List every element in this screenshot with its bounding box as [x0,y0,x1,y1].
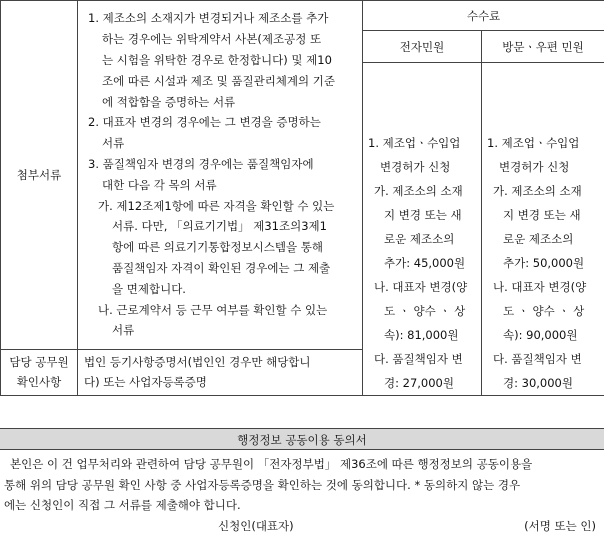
consent-text: 본인은 이 건 업무처리와 관련하여 담당 공무원이 「전자정부법」 제36조에 따른 행정정보의 공동이용을 통해 위의 담당 공무원 확인 사항 중 사업자등록증명을 확인하는 것에 동의합니다. * 동의하지 않는 경우 에는 신청인이 직접 그 서류를 제출해야 합니다. [4,457,533,512]
signature-note[interactable]: (서명 또는 인) [524,518,596,533]
applicant-label: 신청인(대표자) [218,518,294,533]
fee-visit-c: 다. 품질책임자 변 경: 30,000원 [493,352,582,390]
consent-title: 행정정보 공동이용 동의서 [0,428,604,450]
attachment-item-1: 1. 제조소의 소재지가 변경되거나 제조소를 추가 하는 경우에는 위탁계약서 사본(제조공정 또 는 시험을 위탁한 경우로 한정합니다) 및 제10 조에 따른 시설과 제조 및 품질관리체계의 기준 에 적합함을 증명하는 서류 [88,11,336,109]
attachments-label: 첨부서류 [1,1,78,350]
attachment-item-3b: 나. 근로계약서 등 근무 여부를 확인할 수 있는 서류 [98,302,328,338]
fee-visit-title: 1. 제조업ㆍ수입업 변경허가 신청 [487,136,580,174]
fee-visit-body [482,63,604,396]
attachment-item-3a: 가. 제12조제1항에 따른 자격을 확인할 수 있는 서류. 다만, 「의료기기법」 제31조의3제1 항에 따른 의료기기통합정보시스템을 통해 품질책임자 자격이 확인된 경우에는 그 제출 을 면제합니다. [98,198,335,296]
fee-electronic-body [363,63,482,396]
fee-electronic-title: 1. 제조업ㆍ수입업 변경허가 신청 [368,136,461,174]
fee-visit-b: 나. 대표자 변경(양 도 ㆍ 양수 ㆍ 상 속): 90,000원 [493,280,587,342]
fee-electronic-a: 가. 제조소의 소재 지 변경 또는 새 로운 제조소의 추가: 45,000원 [374,184,466,270]
consent-section [0,428,604,540]
fee-header: 수수료 [363,1,604,31]
fee-visit-a: 가. 제조소의 소재 지 변경 또는 새 로운 제조소의 추가: 50,000원 [493,184,585,270]
fee-col-visit: 방문ㆍ우편 민원 [482,31,604,63]
attachment-item-2: 2. 대표자 변경의 경우에는 그 변경을 증명하는 서류 [88,115,321,151]
attachment-item-3: 3. 품질책임자 변경의 경우에는 품질책임자에 대한 다음 각 목의 서류 [88,156,314,192]
fee-electronic-b: 나. 대표자 변경(양 도 ㆍ 양수 ㆍ 상 속): 81,000원 [374,280,468,342]
official-check-text: 법인 등기사항증명서(법인인 경우만 해당합니 다) 또는 사업자등록증명 [78,349,363,395]
official-check-label: 담당 공무원 확인사항 [1,349,78,395]
signature-row [0,516,604,540]
fee-electronic-c: 다. 품질책임자 변 경: 27,000원 [374,352,463,390]
attachments-list [78,1,363,350]
fee-col-electronic: 전자민원 [363,31,482,63]
